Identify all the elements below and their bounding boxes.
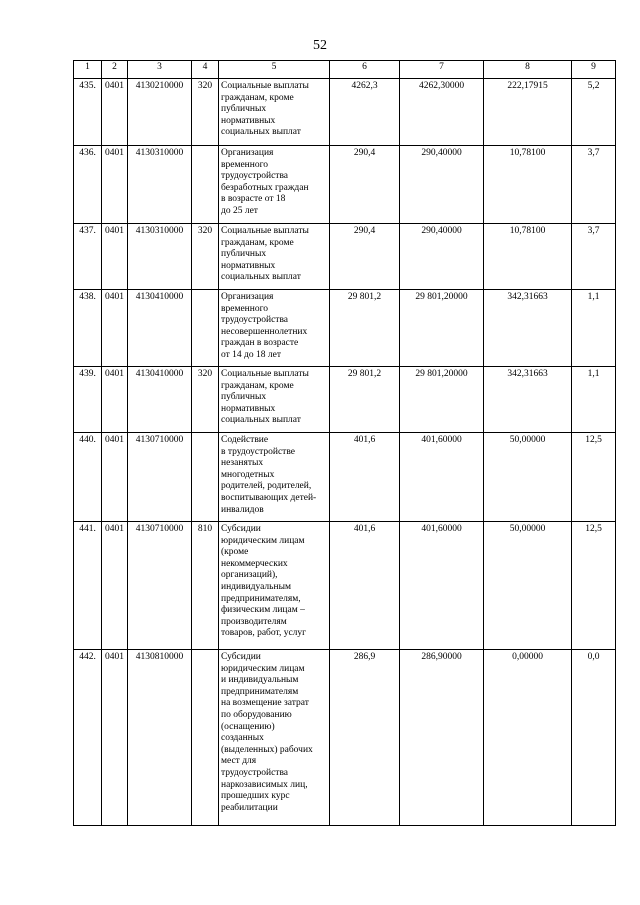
- target-article-code: 4130410000: [128, 290, 192, 367]
- expense-type-code: 810: [192, 522, 219, 650]
- execution-percent: 3,7: [572, 146, 616, 224]
- section-code: 0401: [102, 290, 128, 367]
- expense-type-code: [192, 650, 219, 826]
- adjusted-plan-value: 401,60000: [400, 433, 484, 522]
- column-header: 6: [330, 61, 400, 79]
- adjusted-plan-value: 29 801,20000: [400, 367, 484, 433]
- target-article-code: 4130310000: [128, 146, 192, 224]
- column-header: 3: [128, 61, 192, 79]
- target-article-code: 4130710000: [128, 522, 192, 650]
- target-article-code: 4130410000: [128, 367, 192, 433]
- item-name: Социальные выплаты гражданам, кроме публичных нормативных социальных выплат: [219, 367, 330, 433]
- executed-value: 342,31663: [484, 367, 572, 433]
- item-name: Субсидии юридическим лицам и индивидуальным предпринимателям на возмещение затрат по оборудованию (оснащению) созданных (выделенных) рабочих мест для трудоустройства наркозависимых лиц, прошедших курс реабилитации: [219, 650, 330, 826]
- row-number: 437.: [74, 224, 102, 290]
- column-header: 9: [572, 61, 616, 79]
- row-number: 436.: [74, 146, 102, 224]
- section-code: 0401: [102, 79, 128, 146]
- plan-value: 290,4: [330, 224, 400, 290]
- table-row: [74, 367, 616, 433]
- executed-value: 0,00000: [484, 650, 572, 826]
- item-name: Социальные выплаты гражданам, кроме публичных нормативных социальных выплат: [219, 79, 330, 146]
- target-article-code: 4130310000: [128, 224, 192, 290]
- expense-type-code: 320: [192, 79, 219, 146]
- expense-type-code: 320: [192, 224, 219, 290]
- column-header: 1: [74, 61, 102, 79]
- target-article-code: 4130210000: [128, 79, 192, 146]
- budget-table: [73, 60, 616, 826]
- executed-value: 50,00000: [484, 522, 572, 650]
- table-row: [74, 290, 616, 367]
- column-header: 5: [219, 61, 330, 79]
- table-row: [74, 433, 616, 522]
- column-header: 4: [192, 61, 219, 79]
- column-number-row: [74, 61, 616, 79]
- adjusted-plan-value: 401,60000: [400, 522, 484, 650]
- executed-value: 222,17915: [484, 79, 572, 146]
- plan-value: 401,6: [330, 433, 400, 522]
- row-number: 435.: [74, 79, 102, 146]
- page-number: 52: [313, 38, 327, 53]
- row-number: 440.: [74, 433, 102, 522]
- section-code: 0401: [102, 146, 128, 224]
- plan-value: 4262,3: [330, 79, 400, 146]
- item-name: Субсидии юридическим лицам (кроме некоммерческих организаций), индивидуальным предпринимателям, физическим лицам – производителям товаров, работ, услуг: [219, 522, 330, 650]
- execution-percent: 0,0: [572, 650, 616, 826]
- column-header: 7: [400, 61, 484, 79]
- column-header: 8: [484, 61, 572, 79]
- table-row: [74, 224, 616, 290]
- section-code: 0401: [102, 224, 128, 290]
- table-row: [74, 650, 616, 826]
- plan-value: 29 801,2: [330, 290, 400, 367]
- expense-type-code: [192, 146, 219, 224]
- expense-type-code: [192, 433, 219, 522]
- expense-type-code: 320: [192, 367, 219, 433]
- execution-percent: 12,5: [572, 522, 616, 650]
- plan-value: 290,4: [330, 146, 400, 224]
- expense-type-code: [192, 290, 219, 367]
- section-code: 0401: [102, 367, 128, 433]
- adjusted-plan-value: 290,40000: [400, 224, 484, 290]
- execution-percent: 12,5: [572, 433, 616, 522]
- item-name: Организация временного трудоустройства безработных граждан в возрасте от 18 до 25 лет: [219, 146, 330, 224]
- plan-value: 286,9: [330, 650, 400, 826]
- executed-value: 10,78100: [484, 146, 572, 224]
- adjusted-plan-value: 29 801,20000: [400, 290, 484, 367]
- item-name: Организация временного трудоустройства несовершеннолетних граждан в возрасте от 14 до 18 лет: [219, 290, 330, 367]
- item-name: Содействие в трудоустройстве незанятых многодетных родителей, родителей, воспитывающих детей- инвалидов: [219, 433, 330, 522]
- column-header: 2: [102, 61, 128, 79]
- target-article-code: 4130710000: [128, 433, 192, 522]
- executed-value: 342,31663: [484, 290, 572, 367]
- adjusted-plan-value: 290,40000: [400, 146, 484, 224]
- executed-value: 10,78100: [484, 224, 572, 290]
- adjusted-plan-value: 4262,30000: [400, 79, 484, 146]
- execution-percent: 1,1: [572, 367, 616, 433]
- row-number: 439.: [74, 367, 102, 433]
- row-number: 438.: [74, 290, 102, 367]
- item-name: Социальные выплаты гражданам, кроме публичных нормативных социальных выплат: [219, 224, 330, 290]
- execution-percent: 5,2: [572, 79, 616, 146]
- plan-value: 29 801,2: [330, 367, 400, 433]
- section-code: 0401: [102, 433, 128, 522]
- row-number: 441.: [74, 522, 102, 650]
- table-row: [74, 79, 616, 146]
- adjusted-plan-value: 286,90000: [400, 650, 484, 826]
- target-article-code: 4130810000: [128, 650, 192, 826]
- execution-percent: 1,1: [572, 290, 616, 367]
- section-code: 0401: [102, 522, 128, 650]
- execution-percent: 3,7: [572, 224, 616, 290]
- section-code: 0401: [102, 650, 128, 826]
- table-row: [74, 522, 616, 650]
- table-row: [74, 146, 616, 224]
- plan-value: 401,6: [330, 522, 400, 650]
- row-number: 442.: [74, 650, 102, 826]
- executed-value: 50,00000: [484, 433, 572, 522]
